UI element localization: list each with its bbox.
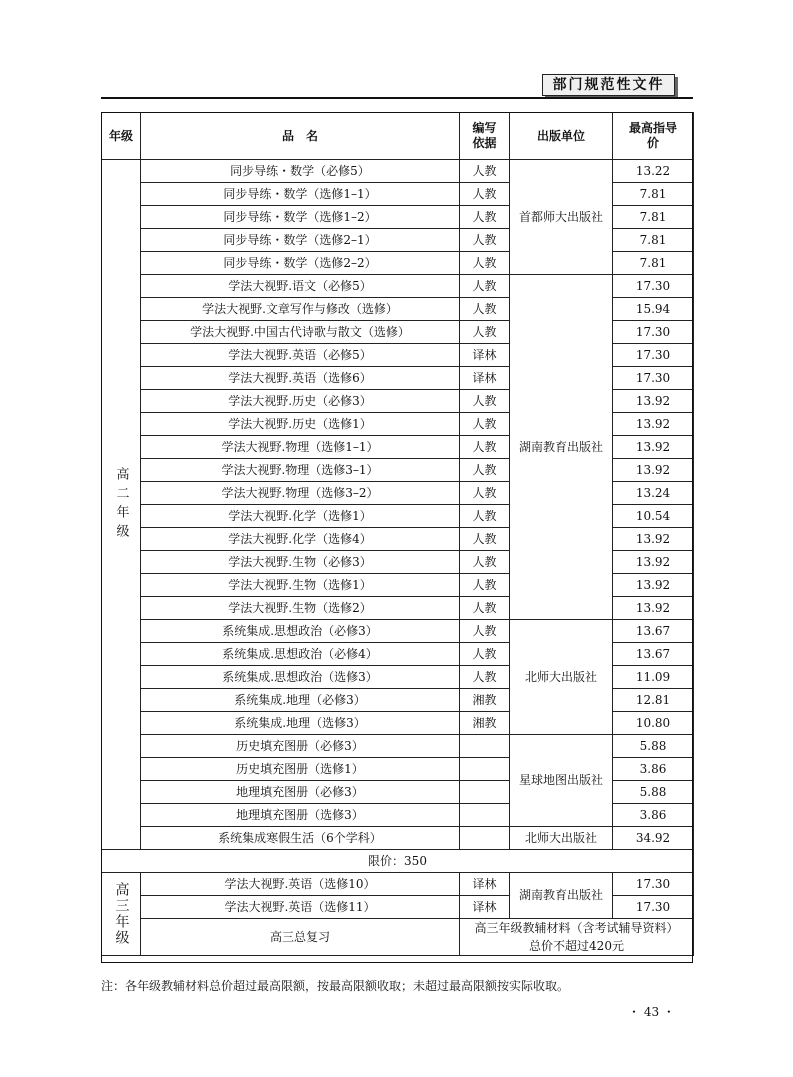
publisher-cell: 星球地图出版社 (510, 735, 613, 827)
item-name: 学法大视野.生物（必修3） (141, 551, 460, 574)
grade-label: 高二年级 (113, 466, 129, 543)
item-name: 系统集成.地理（必修3） (141, 689, 460, 712)
item-price: 13.92 (613, 436, 694, 459)
grade-cell (102, 160, 141, 850)
header-name: 品 名 (141, 113, 460, 160)
item-price: 13.67 (613, 620, 694, 643)
item-basis (460, 827, 510, 850)
header-publisher: 出版单位 (510, 113, 613, 160)
item-name: 学法大视野.语文（必修5） (141, 275, 460, 298)
item-price: 10.54 (613, 505, 694, 528)
item-basis: 人教 (460, 597, 510, 620)
item-name: 地理填充图册（选修3） (141, 804, 460, 827)
item-price: 5.88 (613, 781, 694, 804)
item-basis: 人教 (460, 413, 510, 436)
header-rule (101, 97, 693, 99)
item-basis: 人教 (460, 666, 510, 689)
item-price: 13.92 (613, 528, 694, 551)
item-basis: 人教 (460, 574, 510, 597)
item-price: 3.86 (613, 804, 694, 827)
item-price: 7.81 (613, 252, 694, 275)
footnote: 注：各年级教辅材料总价超过最高限额，按最高限额收取；未超过最高限额按实际收取。 (101, 979, 570, 993)
item-basis: 译林 (460, 344, 510, 367)
item-price: 7.81 (613, 229, 694, 252)
item-price: 13.92 (613, 413, 694, 436)
item-name: 历史填充图册（必修3） (141, 735, 460, 758)
item-price: 17.30 (613, 275, 694, 298)
item-name: 学法大视野.历史（选修1） (141, 413, 460, 436)
review-row (102, 919, 694, 956)
item-basis (460, 735, 510, 758)
item-name: 系统集成.地理（选修3） (141, 712, 460, 735)
item-price: 13.92 (613, 574, 694, 597)
limit-cell: 限价：350 (102, 850, 694, 873)
item-name: 学法大视野.化学（选修1） (141, 505, 460, 528)
item-basis: 人教 (460, 160, 510, 183)
review-name: 高三总复习 (141, 919, 460, 956)
item-basis: 湘教 (460, 689, 510, 712)
table-row (102, 735, 694, 758)
table-row (102, 160, 694, 183)
item-name: 学法大视野.物理（选修1–1） (141, 436, 460, 459)
item-name: 同步导练・数学（选修2–2） (141, 252, 460, 275)
item-name: 系统集成.思想政治（必修4） (141, 643, 460, 666)
item-price: 17.30 (613, 367, 694, 390)
item-name: 学法大视野.英语（选修10） (141, 873, 460, 896)
item-name: 同步导练・数学（选修1–1） (141, 183, 460, 206)
item-price: 13.67 (613, 643, 694, 666)
item-name: 学法大视野.历史（必修3） (141, 390, 460, 413)
item-basis: 人教 (460, 505, 510, 528)
table-row (102, 827, 694, 850)
item-name: 学法大视野.英语（选修11） (141, 896, 460, 919)
item-price: 15.94 (613, 298, 694, 321)
item-basis: 人教 (460, 252, 510, 275)
item-price: 13.22 (613, 160, 694, 183)
grade-label: 高三年级 (113, 882, 130, 946)
item-name: 系统集成.思想政治（选修3） (141, 666, 460, 689)
item-price: 13.92 (613, 459, 694, 482)
item-price: 12.81 (613, 689, 694, 712)
publisher-cell: 北师大出版社 (510, 827, 613, 850)
item-basis: 译林 (460, 873, 510, 896)
header-basis: 编写依据 (460, 113, 510, 160)
publisher-cell: 湖南教育出版社 (510, 275, 613, 620)
table-header-row (102, 113, 694, 160)
item-basis: 人教 (460, 229, 510, 252)
item-name: 同步导练・数学（选修1–2） (141, 206, 460, 229)
publisher-cell: 湖南教育出版社 (510, 873, 613, 919)
item-price: 17.30 (613, 321, 694, 344)
item-name: 地理填充图册（必修3） (141, 781, 460, 804)
limit-row (102, 850, 694, 873)
item-basis (460, 804, 510, 827)
item-price: 7.81 (613, 183, 694, 206)
item-price: 17.30 (613, 873, 694, 896)
item-name: 学法大视野.化学（选修4） (141, 528, 460, 551)
review-note: 高三年级教辅材料（含考试辅导资料）总价不超过420元 (460, 919, 694, 956)
item-name: 同步导练・数学（选修2–1） (141, 229, 460, 252)
item-basis (460, 781, 510, 804)
item-basis: 人教 (460, 183, 510, 206)
item-basis: 人教 (460, 620, 510, 643)
item-basis: 湘教 (460, 712, 510, 735)
item-price: 17.30 (613, 896, 694, 919)
item-price: 13.92 (613, 597, 694, 620)
item-basis: 人教 (460, 643, 510, 666)
item-basis (460, 758, 510, 781)
item-name: 学法大视野.英语（选修6） (141, 367, 460, 390)
item-price: 13.92 (613, 551, 694, 574)
table-row (102, 620, 694, 643)
item-price: 10.80 (613, 712, 694, 735)
item-basis: 译林 (460, 367, 510, 390)
item-name: 系统集成.思想政治（必修3） (141, 620, 460, 643)
item-basis: 人教 (460, 298, 510, 321)
section-tag: 部门规范性文件 (542, 74, 675, 96)
item-name: 学法大视野.中国古代诗歌与散文（选修） (141, 321, 460, 344)
item-basis: 人教 (460, 206, 510, 229)
price-table (101, 112, 694, 956)
item-price: 7.81 (613, 206, 694, 229)
table-row (102, 873, 694, 896)
item-basis: 人教 (460, 459, 510, 482)
publisher-cell: 首都师大出版社 (510, 160, 613, 275)
header-grade: 年级 (102, 113, 141, 160)
item-price: 17.30 (613, 344, 694, 367)
item-basis: 人教 (460, 275, 510, 298)
item-price: 5.88 (613, 735, 694, 758)
item-basis: 人教 (460, 528, 510, 551)
item-price: 34.92 (613, 827, 694, 850)
item-basis: 人教 (460, 482, 510, 505)
item-basis: 人教 (460, 390, 510, 413)
grade-cell (102, 873, 141, 956)
item-name: 历史填充图册（选修1） (141, 758, 460, 781)
header-price: 最高指导价 (613, 113, 694, 160)
publisher-cell: 北师大出版社 (510, 620, 613, 735)
item-name: 同步导练・数学（必修5） (141, 160, 460, 183)
page-number: ・ 43 ・ (628, 1005, 675, 1019)
item-price: 13.92 (613, 390, 694, 413)
item-basis: 人教 (460, 321, 510, 344)
item-name: 学法大视野.物理（选修3–2） (141, 482, 460, 505)
item-price: 13.24 (613, 482, 694, 505)
table-row (102, 275, 694, 298)
item-basis: 人教 (460, 551, 510, 574)
item-price: 3.86 (613, 758, 694, 781)
item-name: 学法大视野.物理（选修3–1） (141, 459, 460, 482)
item-basis: 译林 (460, 896, 510, 919)
item-name: 学法大视野.文章写作与修改（选修） (141, 298, 460, 321)
item-name: 学法大视野.生物（选修2） (141, 597, 460, 620)
item-name: 学法大视野.英语（必修5） (141, 344, 460, 367)
item-basis: 人教 (460, 436, 510, 459)
item-name: 系统集成寒假生活（6个学科） (141, 827, 460, 850)
item-name: 学法大视野.生物（选修1） (141, 574, 460, 597)
item-price: 11.09 (613, 666, 694, 689)
